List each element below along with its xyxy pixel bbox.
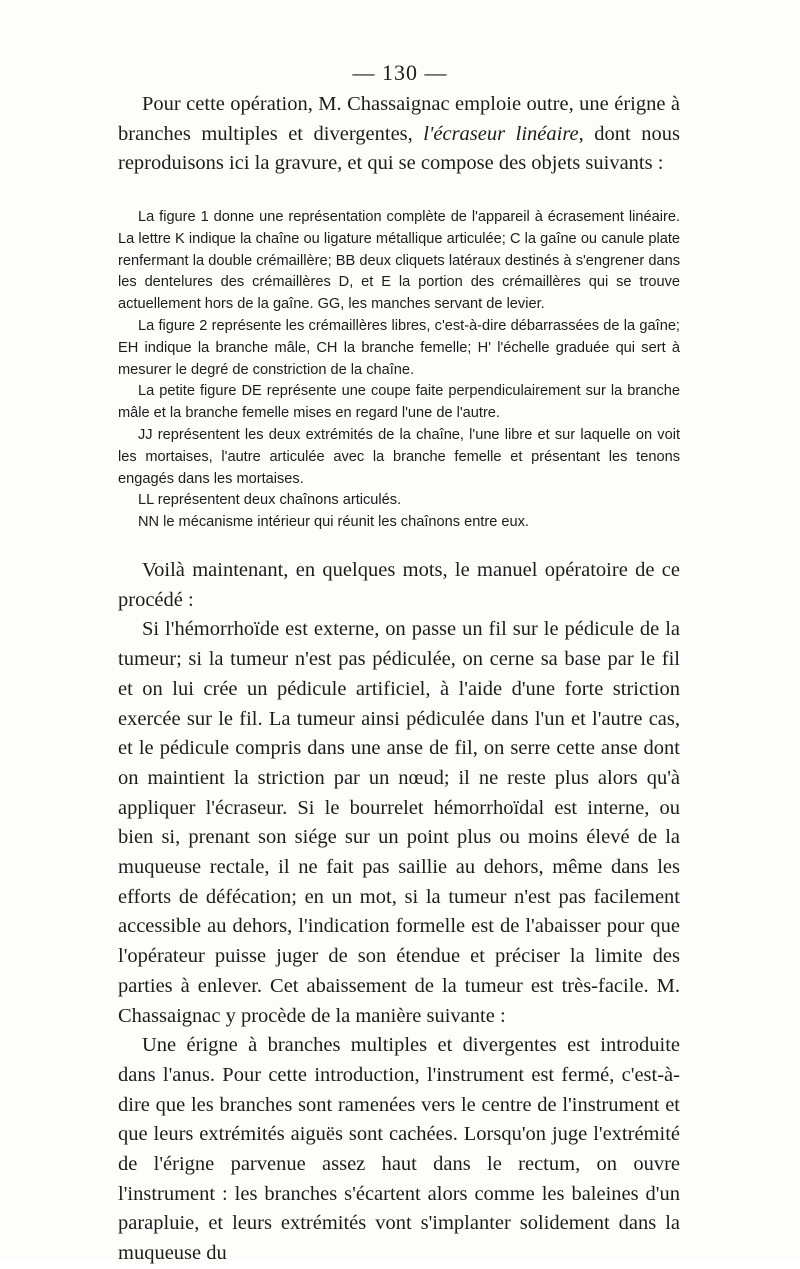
main-text bbox=[118, 556, 680, 1269]
intro-text-end: , dont nous reproduisons ici la gravure, et qui se compose des objets suivants : bbox=[118, 122, 680, 175]
legend-figure-2: La figure 2 représente les crémaillères libres, c'est-à-dire débarrassées de la gaîne; EH indique la branche mâle, CH la branche femelle; H' l'échelle graduée qui sert à mesurer le degré de constriction de la chaîne. bbox=[118, 317, 680, 378]
erigne-paragraph: Une érigne à branches multiples et divergentes est introduite dans l'anus. Pour cette introduction, l'instrument est fermé, c'est-à-dire que les branches sont ramenées vers le centre de l'instrument et que leurs extrémités aiguës sont cachées. Lorsqu'on juge l'extrémité de l'érigne parvenue assez haut dans le rectum, on ouvre l'instrument : les branches s'écartent alors comme les baleines d'un parapluie, et leurs extrémités vont s'implanter solidement dans la muqueuse du bbox=[118, 1034, 680, 1265]
legend-figure-de: La petite figure DE représente une coupe faite perpendiculairement sur la branche mâle et la branche femelle mises en regard l'une de l'autre. bbox=[118, 383, 680, 422]
legend-jj: JJ représentent les deux extrémités de la chaîne, l'une libre et sur laquelle on voit les mortaises, l'autre articulée avec la branche femelle et présentant les tenons engagés dans les mortaises. bbox=[118, 426, 680, 487]
figure-legend bbox=[118, 207, 680, 534]
procedure-intro-paragraph: Voilà maintenant, en quelques mots, le manuel opératoire de ce procédé : bbox=[118, 559, 680, 611]
intro-paragraph bbox=[118, 90, 680, 179]
intro-section bbox=[118, 90, 680, 179]
legend-nn: NN le mécanisme intérieur qui réunit les chaînons entre eux. bbox=[138, 514, 529, 531]
page-number: — 130 — bbox=[352, 60, 448, 85]
legend-ll: LL représentent deux chaînons articulés. bbox=[138, 492, 402, 509]
instrument-name: l'écraseur linéaire bbox=[423, 122, 579, 145]
external-hemorrhoid-paragraph: Si l'hémorrhoïde est externe, on passe un fil sur le pédicule de la tumeur; si la tumeur n'est pas pédiculée, on cerne sa base par le fil et on lui crée un pédicule artificiel, à l'aide d'une forte striction exercée sur le fil. La tumeur ainsi pédiculée dans l'un et l'autre cas, et le pédicule compris dans une anse de fil, on serre cette anse dont on maintient la striction par un nœud; il ne reste plus alors qu'à appliquer l'écraseur. Si le bourrelet hémorrhoïdal est interne, ou bien si, prenant son siége sur un point plus ou moins élevé de la muqueuse rectale, il ne fait pas saillie au dehors, même dans les efforts de défécation; en un mot, si la tumeur n'est pas facilement accessible au dehors, l'indication formelle est de l'abaisser pour que l'opérateur puisse juger de son étendue et préciser la limite des parties à enlever. Cet abaissement de la tumeur est très-facile. M. Chassaignac y procède de la manière suivante : bbox=[118, 618, 680, 1027]
intro-text-start: Pour cette opération, M. Chassaignac emploie outre, une érigne à branches multiples et divergentes, bbox=[118, 93, 680, 145]
legend-figure-1: La figure 1 donne une représentation complète de l'appareil à écrasement linéaire. La lettre K indique la chaîne ou ligature métallique articulée; C la gaîne ou canule plate renfermant la double crémaillère; BB deux cliquets latéraux destinés à s'engrener dans les dentelures des crémaillères D, et E la portion des crémaillères qui se trouve actuellement hors de la gaîne. GG, les manches servant de levier. bbox=[118, 209, 680, 313]
